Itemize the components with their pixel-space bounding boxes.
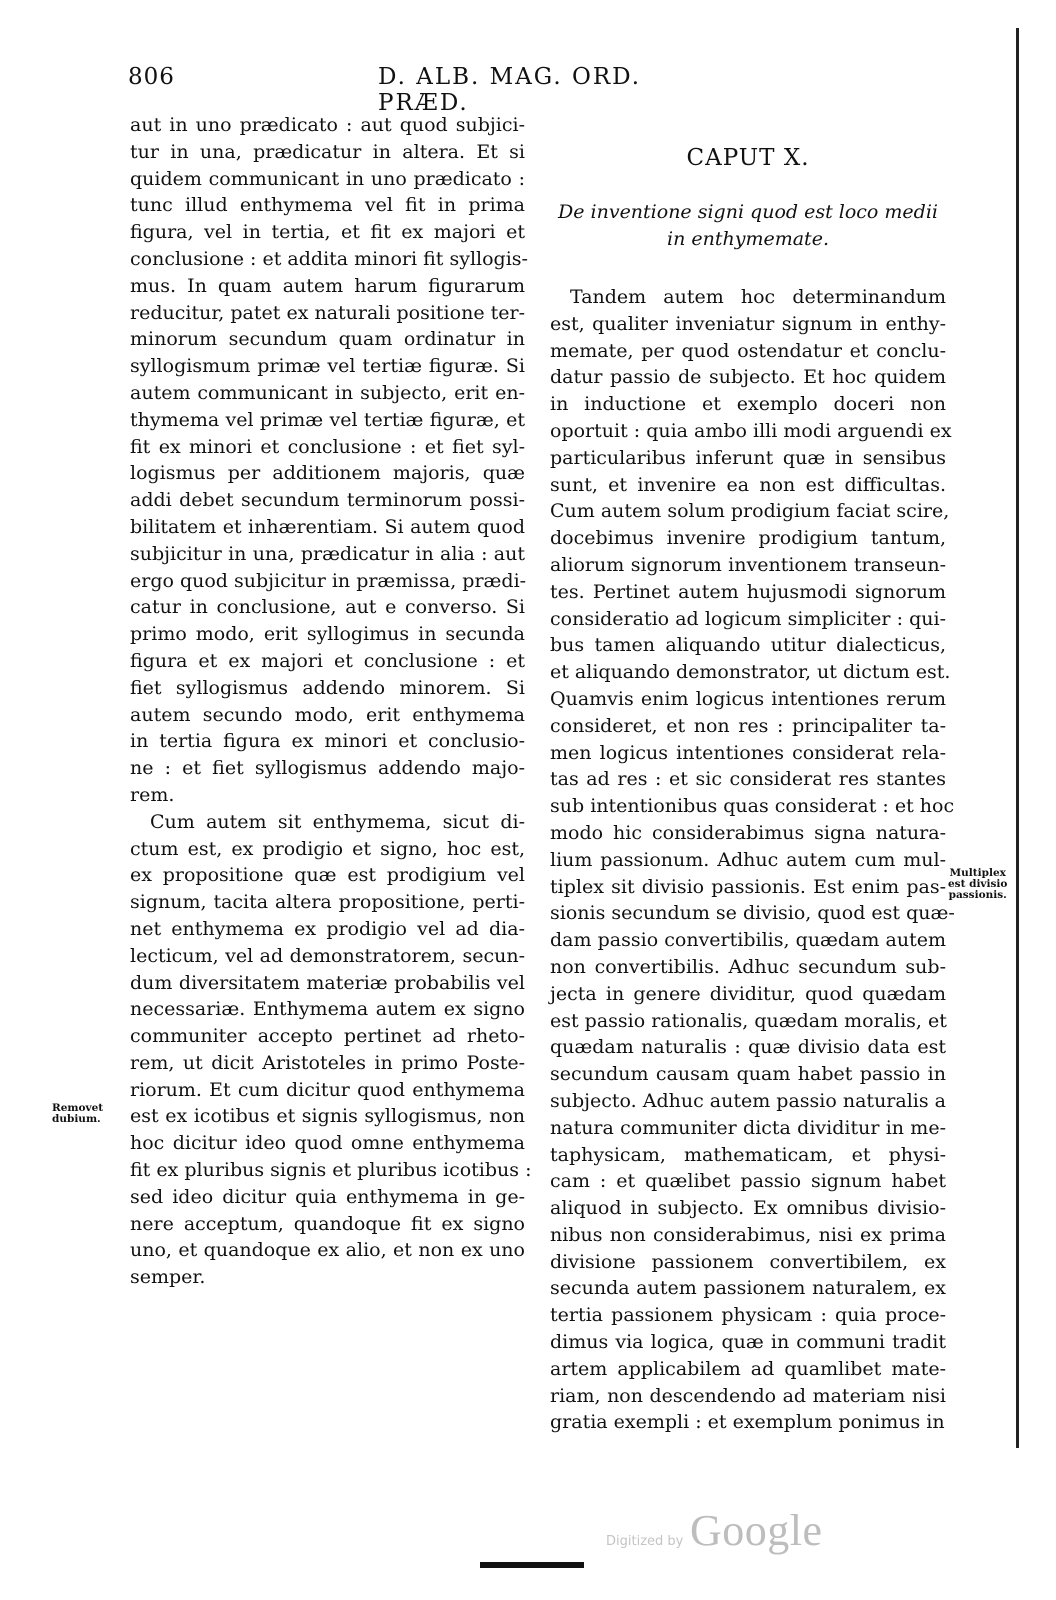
text-line: net enthymema ex prodigio vel ad dia-: [130, 917, 525, 940]
text-line: non convertibilis. Adhuc secundum sub-: [550, 955, 946, 978]
text-line: sunt, et invenire ea non est difficultas.: [550, 473, 946, 496]
text-line: figura et ex majori et conclusione : et: [130, 649, 525, 672]
text-line: minorum secundum quam ordinatur in: [130, 328, 525, 351]
text-line: syllogismum primæ vel tertiæ figuræ. Si: [130, 355, 525, 378]
text-line: catur in conclusione, aut e converso. Si: [130, 596, 525, 619]
text-line: mus. In quam autem harum figurarum: [130, 274, 525, 297]
text-line: et aliquando demonstrator, ut dictum est.: [550, 661, 951, 684]
text-line: Cum autem solum prodigium faciat scire,: [550, 500, 950, 523]
chapter-title: CAPUT X.: [686, 145, 810, 171]
text-line: dum diversitatem materiæ probabilis vel: [130, 971, 525, 994]
text-line: nere acceptum, quandoque fit ex signo: [130, 1212, 525, 1235]
text-line: Tandem autem hoc determinandum: [570, 286, 946, 308]
text-line: ne : et fiet syllogismus addendo majo-: [130, 757, 525, 780]
text-line: taphysicam, mathematicam, et physi-: [550, 1143, 946, 1166]
chapter-subtitle: [550, 199, 946, 253]
margin-note-right: [948, 868, 1007, 901]
left-column: [130, 112, 532, 1291]
page-number: 806: [128, 64, 175, 90]
text-line: fiet syllogismus addendo minorem. Si: [130, 676, 525, 699]
text-line: logismus per additionem majoris, quæ: [130, 462, 525, 485]
margin-note-line: Multiplex: [949, 867, 1006, 879]
text-line: gratia exempli : et exemplum ponimus in: [550, 1411, 945, 1434]
text-line: autem communicant in subjecto, erit en-: [130, 381, 525, 404]
text-line: in inductione et exemplo doceri non: [550, 393, 946, 416]
text-line: dam passio convertibilis, quædam autem: [550, 929, 946, 952]
text-line: tes. Pertinet autem hujusmodi signorum: [550, 580, 946, 603]
text-line: autem secundo modo, erit enthymema: [130, 703, 525, 726]
text-line: jecta in genere dividitur, quod quædam: [550, 982, 946, 1005]
text-line: aut in uno prædicato : aut quod subjici-: [130, 114, 525, 136]
margin-note-line: dubium.: [52, 1113, 101, 1125]
text-line: in tertia figura ex minori et conclusio-: [130, 730, 525, 753]
text-line: ex propositione quæ est prodigium vel: [130, 864, 525, 887]
text-line: ergo quod subjicitur in præmissa, prædi-: [130, 569, 527, 592]
text-line: consideratio ad logicum simpliciter : qui-: [550, 607, 946, 630]
running-title: D. ALB. MAG. ORD. PRÆD.: [378, 64, 642, 116]
text-line: sionis secundum se divisio, quod est quæ-: [550, 902, 955, 925]
text-line: est ex icotibus et signis syllogismus, non: [130, 1105, 525, 1128]
google-logo: Google: [690, 1506, 823, 1555]
text-line: thymema vel primæ vel tertiæ figuræ, et: [130, 408, 525, 431]
text-line: tas ad res : et sic considerat res stantes: [550, 768, 946, 791]
text-line: aliquod in subjecto. Ex omnibus divisio-: [550, 1197, 946, 1220]
text-line: ctum est, ex prodigio et signo, hoc est,: [130, 837, 525, 860]
text-line: consideret, et non res : principaliter ta-: [550, 714, 946, 737]
text-line: hoc dicitur ideo quod omne enthymema: [130, 1132, 525, 1155]
margin-note-line: est divisio: [948, 878, 1008, 890]
running-header: [128, 64, 708, 116]
text-line: natura communiter dicta dividitur in me-: [550, 1116, 946, 1139]
text-line: memate, per quod ostendatur et conclu-: [550, 339, 946, 362]
text-line: men logicus intentiones considerat rela-: [550, 741, 946, 764]
watermark-prefix: Digitized by: [606, 1534, 684, 1549]
margin-note-line: passionis.: [948, 889, 1007, 901]
text-line: bilitatem et inhærentiam. Si autem quod: [130, 515, 525, 538]
bottom-rule: [480, 1562, 584, 1568]
text-line: Cum autem sit enthymema, sicut di-: [150, 810, 525, 833]
text-line: fit ex minori et conclusione : et fiet syl-: [130, 435, 525, 458]
text-line: modo hic considerabimus signa natura-: [550, 821, 946, 844]
text-line: reducitur, patet ex naturali positione ter-: [130, 301, 525, 324]
text-line: figura, vel in tertia, et fit ex majori et: [130, 221, 525, 244]
right-column: [550, 284, 955, 1436]
text-line: riorum. Et cum dicitur quod enthymema: [130, 1078, 525, 1101]
chapter-subtitle-line: De inventione signi quod est loco medii: [558, 201, 938, 223]
text-line: bus tamen aliquando utitur dialecticus,: [550, 634, 946, 657]
text-line: cam : et quælibet passio signum habet: [550, 1170, 946, 1193]
text-line: oportuit : quia ambo illi modi arguendi ex: [550, 419, 952, 442]
text-line: primo modo, erit syllogimus in secunda: [130, 623, 525, 646]
text-line: fit ex pluribus signis et pluribus icotibus :: [130, 1159, 532, 1182]
text-line: subjicitur in una, prædicatur in alia : aut: [130, 542, 525, 565]
margin-note-left: [52, 1103, 103, 1125]
text-line: est, qualiter inveniatur signum in enthy-: [550, 312, 946, 335]
text-line: Quamvis enim logicus intentiones rerum: [550, 687, 946, 710]
text-line: communiter accepto pertinet ad rheto-: [130, 1025, 525, 1048]
text-line: dimus via logica, quæ in communi tradit: [550, 1331, 946, 1354]
text-line: datur passio de subjecto. Et hoc quidem: [550, 366, 946, 389]
text-line: addi debet secundum terminorum possi-: [130, 489, 525, 512]
text-line: signum, tacita altera propositione, perti-: [130, 891, 525, 914]
text-line: semper.: [130, 1266, 206, 1289]
text-line: particularibus inferunt quæ in sensibus: [550, 446, 946, 469]
text-line: quædam naturalis : quæ divisio data est: [550, 1036, 946, 1059]
text-line: quidem communicant in uno prædicato :: [130, 167, 525, 190]
text-line: sed ideo dicitur quia enthymema in ge-: [130, 1185, 525, 1208]
text-line: aliorum signorum inventionem transeun-: [550, 553, 946, 576]
text-line: est passio rationalis, quædam moralis, et: [550, 1009, 947, 1032]
text-line: lium passionum. Adhuc autem cum mul-: [550, 848, 946, 871]
text-line: sub intentionibus quas considerat : et hoc: [550, 795, 955, 818]
text-line: divisione passionem convertibilem, ex: [550, 1250, 946, 1273]
text-line: secunda autem passionem naturalem, ex: [550, 1277, 946, 1300]
page-edge-rule: [1016, 28, 1019, 1448]
text-line: riam, non descendendo ad materiam nisi: [550, 1384, 946, 1407]
text-line: tunc illud enthymema vel fit in prima: [130, 194, 525, 217]
chapter-subtitle-line: in enthymemate.: [667, 228, 829, 250]
text-line: tertia passionem physicam : quia proce-: [550, 1304, 946, 1327]
text-line: artem applicabilem ad quamlibet mate-: [550, 1357, 946, 1380]
text-line: tur in una, prædicatur in altera. Et si: [130, 140, 525, 163]
text-line: secundum causam quam habet passio in: [550, 1063, 946, 1086]
text-line: docebimus invenire prodigium tantum,: [550, 527, 946, 550]
text-line: subjecto. Adhuc autem passio naturalis a: [550, 1089, 946, 1112]
text-line: uno, et quandoque ex alio, et non ex uno: [130, 1239, 525, 1262]
margin-note-line: Removet: [52, 1102, 104, 1114]
text-line: nibus non considerabimus, nisi ex prima: [550, 1223, 946, 1246]
text-line: rem.: [130, 783, 175, 806]
text-line: tiplex sit divisio passionis. Est enim pas-: [550, 875, 946, 898]
text-line: lecticum, vel ad demonstratorem, secun-: [130, 944, 525, 967]
text-line: conclusione : et addita minori fit syllogis-: [130, 247, 528, 270]
text-line: necessariæ. Enthymema autem ex signo: [130, 998, 525, 1021]
text-line: rem, ut dicit Aristoteles in primo Poste-: [130, 1051, 525, 1074]
